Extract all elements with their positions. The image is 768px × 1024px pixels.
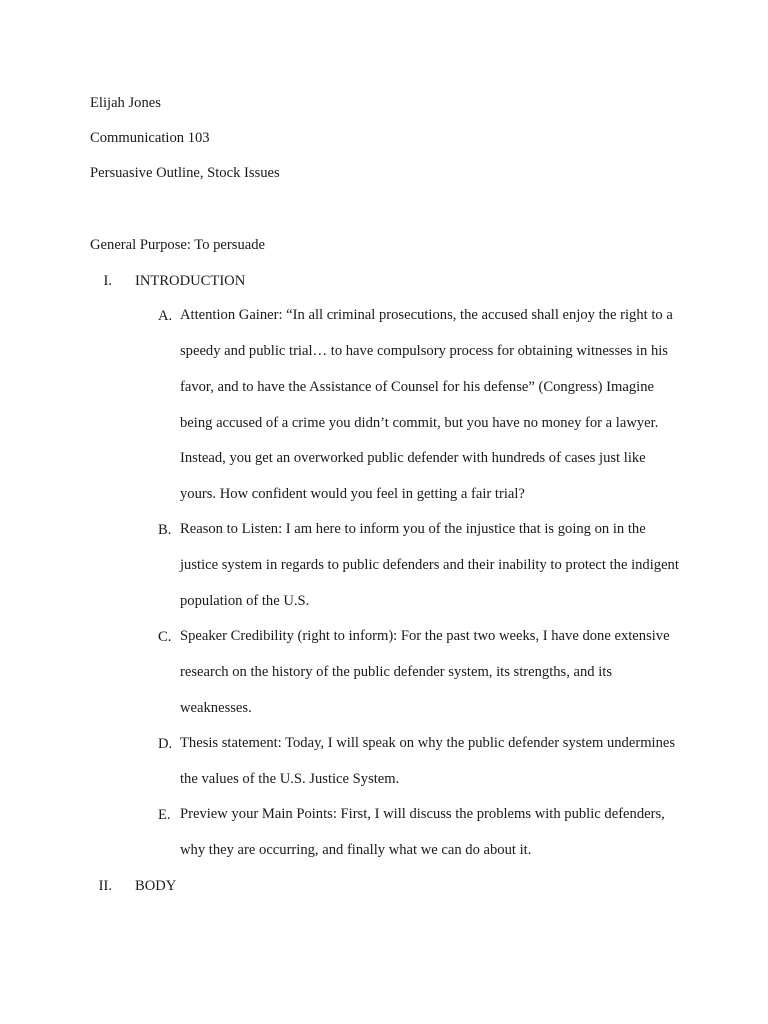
item-letter: D. <box>158 736 173 752</box>
item-text: Speaker Credibility (right to inform): For the past two weeks, I have done extensive research on the history of the public defender system, its strengths, and its weaknesses. <box>180 628 670 716</box>
section-title: BODY <box>135 878 177 894</box>
section-numeral: II. <box>98 878 112 894</box>
section-title: INTRODUCTION <box>135 273 246 289</box>
item-letter: E. <box>158 807 171 823</box>
item-text: Thesis statement: Today, I will speak on why the public defender system undermines the values of the U.S. Justice System. <box>180 735 676 787</box>
section-numeral: I. <box>103 273 112 289</box>
item-letter: A. <box>158 308 173 324</box>
item-text: Preview your Main Points: First, I will discuss the problems with public defenders, why they are occurring, and finally what we can do about it. <box>180 806 665 858</box>
author-name: Elijah Jones <box>90 95 161 111</box>
course-name: Communication 103 <box>90 130 210 146</box>
item-letter: B. <box>158 522 172 538</box>
general-purpose: General Purpose: To persuade <box>90 237 265 253</box>
item-text: Attention Gainer: “In all criminal prosecutions, the accused shall enjoy the right to a speedy and public trial… to have compulsory process for obtaining witnesses in his favor, and to have the Assistance of Counsel for his defense” (Congress) Imagine being accused of a crime you didn’t commit, but you have no money for a lawyer. Instead, you get an overworked public defender with hundreds of cases just like yours. How confident would you feel in getting a fair trial? <box>180 307 673 503</box>
item-letter: C. <box>158 629 172 645</box>
assignment-title: Persuasive Outline, Stock Issues <box>90 165 280 181</box>
item-text: Reason to Listen: I am here to inform you of the injustice that is going on in the justice system in regards to public defenders and their inability to protect the indigent population of the U.S. <box>180 521 679 609</box>
